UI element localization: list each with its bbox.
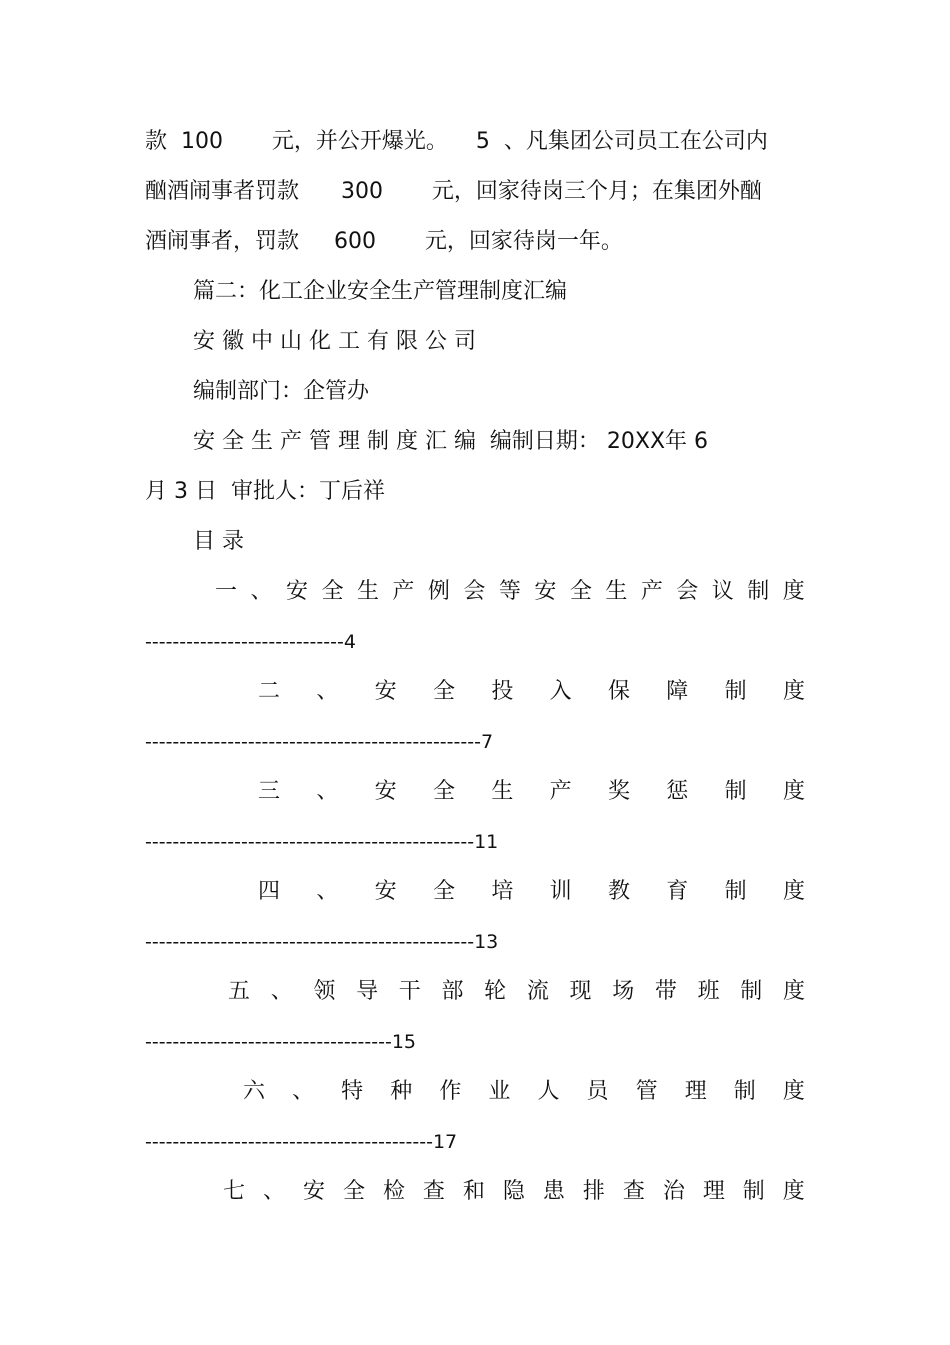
toc-entry-title [243,1077,805,1107]
toc-title-char: 、 [316,879,339,904]
toc-title-char: 、 [316,779,339,804]
toc-title-char: 干 [398,979,421,1004]
toc-title-char: 度 [782,679,805,704]
toc-title-char: 制 [724,879,747,904]
toc-title-char: 全 [321,579,344,604]
toc-title-char: 制 [724,779,747,804]
toc-title-char: 和 [462,1179,485,1204]
toc-heading: 目 录 [193,529,244,554]
toc-title-char: 轮 [484,979,507,1004]
toc-title-char: 领 [313,979,336,1004]
toc-title-char: 全 [432,679,455,704]
title-line-1: 安 全 生 产 管 理 制 度 汇 编 编制日期： 20XX年 6 [193,429,709,454]
toc-title-char: 查 [422,1179,445,1204]
toc-title-char: 三 [258,779,281,804]
toc-title-char: 安 [374,879,397,904]
toc-entry-title [258,677,805,707]
toc-title-char: 、 [316,679,339,704]
toc-title-char: 二 [258,679,281,704]
toc-title-char: 业 [488,1079,511,1104]
toc-title-char: 度 [782,979,805,1004]
toc-title-char: 带 [654,979,677,1004]
toc-title-char: 全 [432,779,455,804]
toc-title-char: 、 [262,1179,285,1204]
toc-title-char: 保 [607,679,630,704]
toc-entry-leader: ------------------------------------15 [145,1031,416,1053]
toc-title-char: 生 [605,579,628,604]
toc-title-char: 人 [537,1079,560,1104]
toc-title-char: 全 [432,879,455,904]
toc-title-char: 患 [542,1179,565,1204]
toc-entry-leader: ------------------------------------------17 [145,1131,458,1153]
toc-title-char: 生 [356,579,379,604]
toc-title-char: 度 [782,1179,805,1204]
toc-title-char: 入 [549,679,572,704]
toc-entry-leader: -------------------------------------------------7 [145,731,494,753]
toc-title-char: 理 [702,1179,725,1204]
toc-title-char: 安 [302,1179,325,1204]
toc-title-char: 作 [439,1079,462,1104]
toc-title-char: 安 [285,579,308,604]
toc-title-char: 产 [640,579,663,604]
toc-title-char: 现 [569,979,592,1004]
toc-title-char: 安 [374,779,397,804]
toc-title-char: 排 [582,1179,605,1204]
toc-title-char: 障 [666,679,689,704]
toc-title-char: 度 [782,879,805,904]
toc-title-char: 四 [258,879,281,904]
toc-title-char: 部 [441,979,464,1004]
toc-title-char: 制 [740,979,763,1004]
company-name: 安 徽 中 山 化 工 有 限 公 司 [193,329,476,354]
toc-title-char: 制 [747,579,770,604]
toc-title-char: 惩 [666,779,689,804]
toc-title-char: 教 [607,879,630,904]
toc-entry-leader: -----------------------------4 [145,631,356,653]
toc-title-char: 七 [223,1179,246,1204]
toc-entry-title [215,577,805,607]
toc-title-char: 会 [676,579,699,604]
toc-title-char: 场 [612,979,635,1004]
toc-title-char: 特 [341,1079,364,1104]
toc-title-char: 制 [724,679,747,704]
toc-title-char: 理 [684,1079,707,1104]
toc-entry-leader: ------------------------------------------------11 [145,831,499,853]
toc-entry-title [223,1177,805,1207]
toc-title-char: 会 [463,579,486,604]
toc-title-char: 检 [382,1179,405,1204]
toc-title-char: 流 [526,979,549,1004]
toc-title-char: 制 [742,1179,765,1204]
toc-title-char: 五 [228,979,251,1004]
toc-title-char: 等 [498,579,521,604]
toc-title-char: 、 [250,579,273,604]
section-heading: 篇二：化工企业安全生产管理制度汇编 [193,279,568,304]
toc-title-char: 安 [534,579,557,604]
toc-title-char: 、 [270,979,293,1004]
toc-entry-title [258,877,805,907]
toc-title-char: 议 [711,579,734,604]
toc-title-char: 奖 [607,779,630,804]
toc-title-char: 训 [549,879,572,904]
toc-title-char: 制 [733,1079,756,1104]
toc-entry-title [228,977,805,1007]
toc-title-char: 种 [390,1079,413,1104]
toc-title-char: 产 [392,579,415,604]
toc-title-char: 育 [666,879,689,904]
toc-title-char: 六 [243,1079,266,1104]
toc-title-char: 、 [292,1079,315,1104]
toc-title-char: 员 [586,1079,609,1104]
toc-title-char: 生 [491,779,514,804]
toc-title-char: 班 [697,979,720,1004]
toc-entry-leader: ------------------------------------------------13 [145,931,499,953]
toc-title-char: 导 [356,979,379,1004]
paragraph-line-2: 酗酒闹事者罚款 300 元，回家待岗三个月；在集团外酗 [145,179,762,204]
toc-title-char: 安 [374,679,397,704]
paragraph-line-1: 款 100 元，并公开爆光。 5 、凡集团公司员工在公司内 [145,129,768,154]
toc-title-char: 产 [549,779,572,804]
toc-title-char: 隐 [502,1179,525,1204]
toc-title-char: 度 [782,1079,805,1104]
toc-title-char: 全 [342,1179,365,1204]
title-line-2: 月 3 日 审批人：丁后祥 [145,479,385,504]
toc-title-char: 例 [427,579,450,604]
toc-title-char: 培 [491,879,514,904]
paragraph-line-3: 酒闹事者，罚款 600 元，回家待岗一年。 [145,229,623,254]
toc-title-char: 度 [782,779,805,804]
department-line: 编制部门：企管办 [193,379,370,404]
toc-title-char: 度 [782,579,805,604]
toc-title-char: 全 [569,579,592,604]
toc-title-char: 一 [215,579,238,604]
toc-title-char: 投 [491,679,514,704]
toc-title-char: 治 [662,1179,685,1204]
toc-title-char: 查 [622,1179,645,1204]
toc-title-char: 管 [635,1079,658,1104]
toc-entry-title [258,777,805,807]
